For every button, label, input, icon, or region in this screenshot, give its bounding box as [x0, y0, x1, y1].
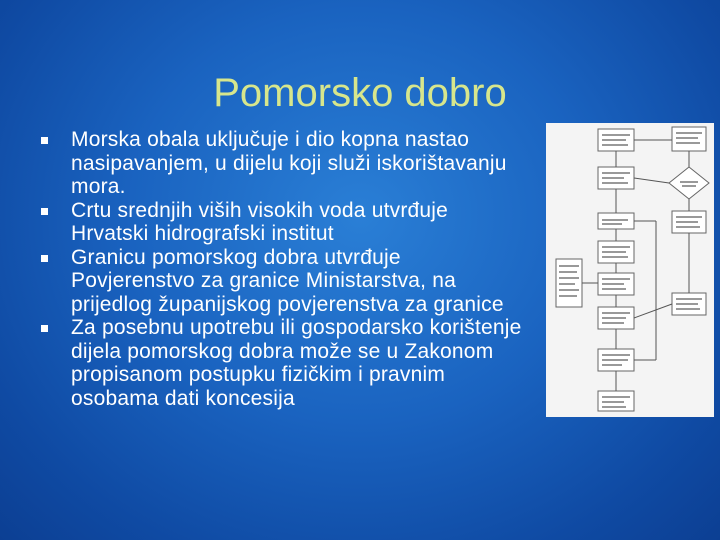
bullet-square-icon — [41, 325, 48, 332]
bullet-square-icon — [41, 208, 48, 215]
bullet-square-icon — [41, 255, 48, 262]
bullet-text: Za posebnu upotrebu ili gospodarsko korištenje dijela pomorskog dobra može se u Zakonom propisanom postupku fizičkim i pravnim osobama dati koncesija — [71, 316, 522, 410]
slide-title: Pomorsko dobro — [213, 70, 507, 115]
bullet-item — [40, 316, 530, 410]
bullet-item — [40, 246, 530, 317]
bullet-square-icon — [41, 137, 48, 144]
flowchart-image — [546, 123, 714, 417]
bullet-text: Granicu pomorskog dobra utvrđuje Povjerenstvo za granice Ministarstva, na prijedlog županijskog povjerenstva za granice — [71, 245, 504, 316]
bullet-list — [40, 128, 530, 410]
bullet-item — [40, 199, 530, 246]
bullet-text: Morska obala uključuje i dio kopna nastao nasipavanjem, u dijelu koji služi iskorištavanju mora. — [71, 128, 507, 198]
bullet-item — [40, 128, 530, 199]
bullet-text: Crtu srednjih viših visokih voda utvrđuje Hrvatski hidrografski institut — [71, 198, 449, 245]
